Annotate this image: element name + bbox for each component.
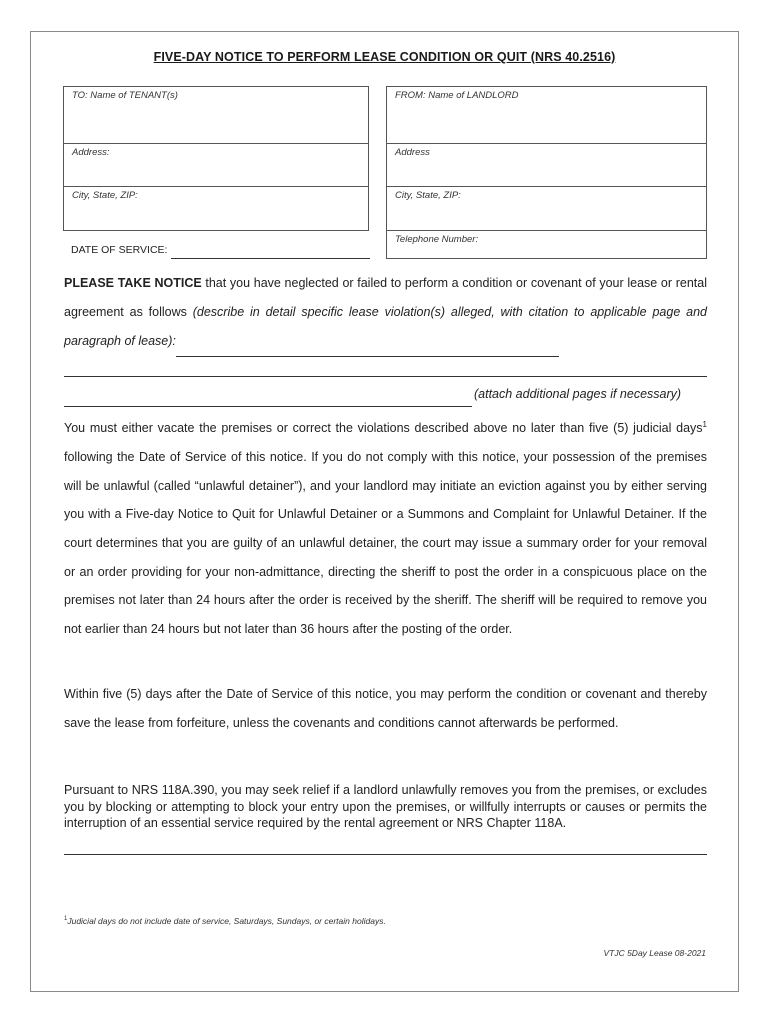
relief-underline [64, 854, 707, 855]
relief-paragraph: Pursuant to NRS 118A.390, you may seek relief if a landlord unlawfully removes you from the premises, or excludes you by blocking or attempting to block your entry upon the premises, or willfully interrupts or causes or permits the interruption of an essential service required by the rental agreement or NRS Chapter 118A. [64, 783, 707, 830]
violation-field-line-3[interactable] [64, 406, 472, 407]
landlord-city-label: City, State, ZIP: [395, 190, 461, 201]
tenant-city-field[interactable] [63, 186, 369, 231]
footnote-text: Judicial days do not include date of service, Saturdays, Sundays, or certain holidays. [67, 916, 386, 926]
notice-form-page [30, 31, 739, 992]
footnote-mark: 1 [64, 916, 68, 923]
landlord-name-label: FROM: Name of LANDLORD [395, 90, 519, 101]
tenant-name-label: TO: Name of TENANT(s) [72, 90, 178, 101]
violation-field-line-1[interactable] [176, 327, 559, 357]
tenant-name-field[interactable] [63, 86, 369, 144]
vacate-text-b: following the Date of Service of this notice. If you do not comply with this notice, your possession of the premises will be unlawful (called “unlawful detainer”), and your landlord may initiate an eviction against you by either serving you with a Five-day Notice to Quit for Unlawful Detainer or a Summons and Complaint for Unlawful Detainer. If the court determines that you are guilty of an unlawful detainer, the court may issue a summary order for your removal or an order providing for your non-admittance, directing the sheriff to post the order in a conspicuous place on the premises not later than 24 hours after the order is received by the sheriff. The sheriff will be required to remove you not earlier than 24 hours but not later than 36 hours after the posting of the order. [64, 449, 707, 637]
vacate-text-a: You must either vacate the premises or correct the violations described above no later than five (5) judicial days [64, 421, 703, 436]
notice-text: that you have neglected or failed to perform a condition or covenant of your lease or rental agreement as follows [64, 276, 707, 319]
notice-paragraph [64, 269, 707, 357]
attach-pages-note: (attach additional pages if necessary) [474, 387, 682, 401]
date-of-service-label: DATE OF SERVICE: [71, 244, 168, 256]
tenant-address-field[interactable] [63, 143, 369, 187]
tenant-city-label: City, State, ZIP: [72, 190, 138, 201]
vacate-paragraph [64, 411, 707, 644]
landlord-phone-label: Telephone Number: [395, 234, 479, 245]
landlord-address-field[interactable] [386, 143, 707, 187]
landlord-name-field[interactable] [386, 86, 707, 144]
notice-lead: PLEASE TAKE NOTICE [64, 276, 202, 290]
landlord-address-label: Address [395, 147, 430, 158]
footnote-ref: 1 [702, 420, 707, 429]
landlord-phone-field[interactable] [386, 230, 707, 259]
violation-field-line-2[interactable] [64, 376, 707, 377]
footnote [64, 916, 386, 926]
landlord-city-field[interactable] [386, 186, 707, 231]
date-of-service-field[interactable] [171, 258, 370, 259]
notice-instruction: (describe in detail specific lease violation(s) alleged, with citation to applicable page and paragraph of lease): [64, 305, 707, 348]
form-id: VTJC 5Day Lease 08-2021 [603, 948, 706, 958]
form-title: FIVE-DAY NOTICE TO PERFORM LEASE CONDITION OR QUIT (NRS 40.2516) [153, 50, 616, 64]
cure-paragraph: Within five (5) days after the Date of Service of this notice, you may perform the condition or covenant and thereby save the lease from forfeiture, unless the covenants and conditions cannot afterwards be performed. [64, 687, 707, 730]
tenant-address-label: Address: [72, 147, 110, 158]
